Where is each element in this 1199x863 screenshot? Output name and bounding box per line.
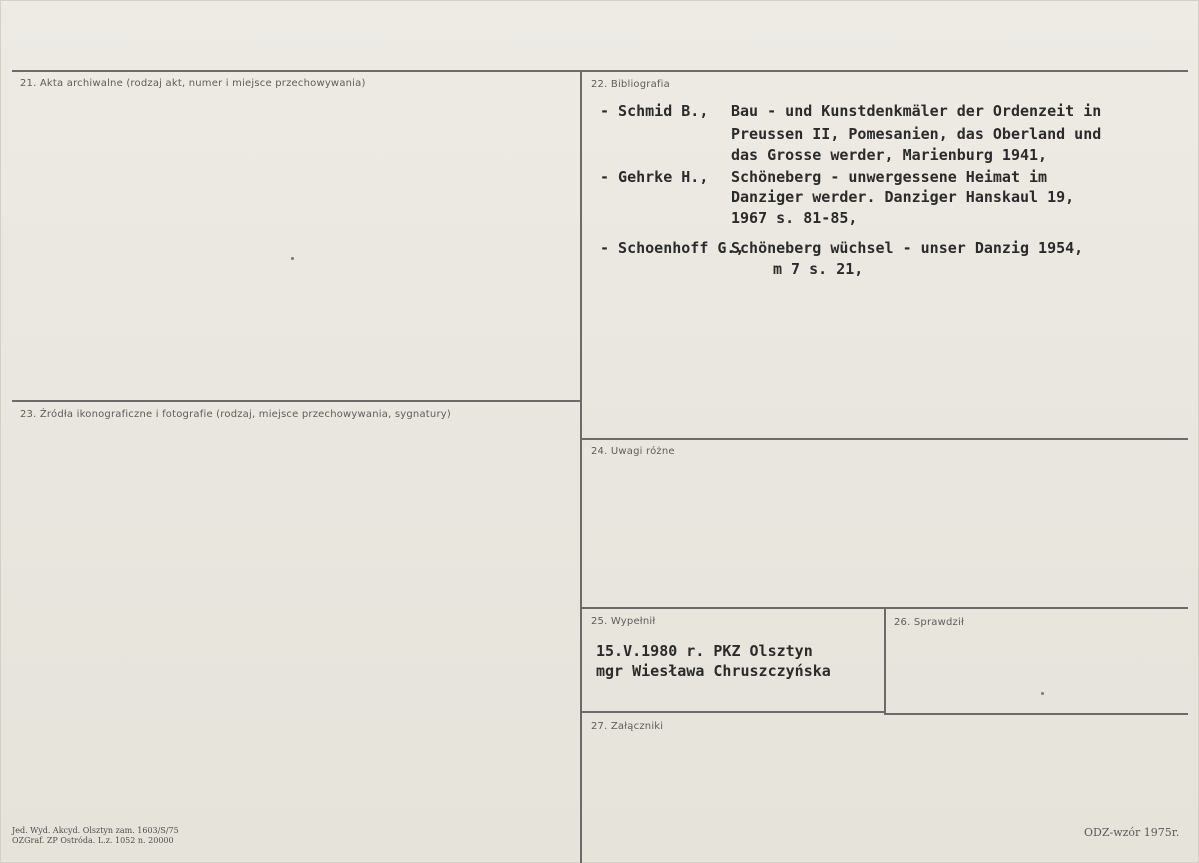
field-22-label: 22. Bibliografia — [591, 79, 670, 90]
field-27-label: 27. Załączniki — [591, 721, 664, 732]
field-23-label: 23. Źródła ikonograficzne i fotografie (rodzaj, miejsce przechowywania, sygnatury) — [20, 409, 451, 420]
bibliography-author: - Gehrke H., — [600, 168, 709, 186]
bibliography-author: - Schmid B., — [600, 102, 709, 120]
divider-26-27 — [884, 713, 1188, 715]
printer-info-line-1: Jed. Wyd. Akcyd. Olsztyn zam. 1603/S/75 — [12, 826, 179, 835]
bibliography-text-line: m 7 s. 21, — [773, 260, 864, 278]
bibliography-text-line: das Grosse werder, Marienburg 1941, — [731, 146, 1048, 164]
filled-by-date-line: 15.V.1980 r. PKZ Olsztyn — [596, 642, 813, 660]
bibliography-text-line: Bau - und Kunstdenkmäler der Ordenzeit in — [731, 102, 1102, 120]
form-model-label: ODZ-wzór 1975r. — [1084, 826, 1180, 839]
bibliography-text-line: Schöneberg - unwergessene Heimat im — [731, 168, 1048, 186]
center-divider-line — [580, 70, 582, 863]
bibliography-text-line: Danziger werder. Danziger Hanskaul 19, — [731, 188, 1075, 206]
divider-25-27 — [582, 711, 886, 713]
divider-22-24 — [582, 438, 1188, 440]
divider-21-23 — [12, 400, 582, 402]
bibliography-text-line: 1967 s. 81-85, — [731, 209, 858, 227]
field-24-label: 24. Uwagi różne — [591, 446, 675, 457]
paper-speck — [1041, 692, 1044, 695]
paper-speck — [291, 257, 294, 260]
filled-by-name-line: mgr Wiesława Chruszczyńska — [596, 662, 831, 680]
printer-info-line-2: OZGraf. ZP Ostróda. L.z. 1052 n. 20000 — [12, 836, 174, 845]
bibliography-text-line: Schöneberg wüchsel - unser Danzig 1954, — [731, 239, 1084, 257]
top-border-line — [12, 70, 1188, 72]
field-21-label: 21. Akta archiwalne (rodzaj akt, numer i miejsce przechowywania) — [20, 78, 366, 89]
bibliography-text-line: Preussen II, Pomesanien, das Oberland und — [731, 125, 1102, 143]
divider-25-26 — [884, 607, 886, 711]
field-26-label: 26. Sprawdził — [894, 617, 965, 628]
bibliography-author: - Schoenhoff G., — [600, 239, 745, 257]
field-25-label: 25. Wypełnił — [591, 616, 656, 627]
